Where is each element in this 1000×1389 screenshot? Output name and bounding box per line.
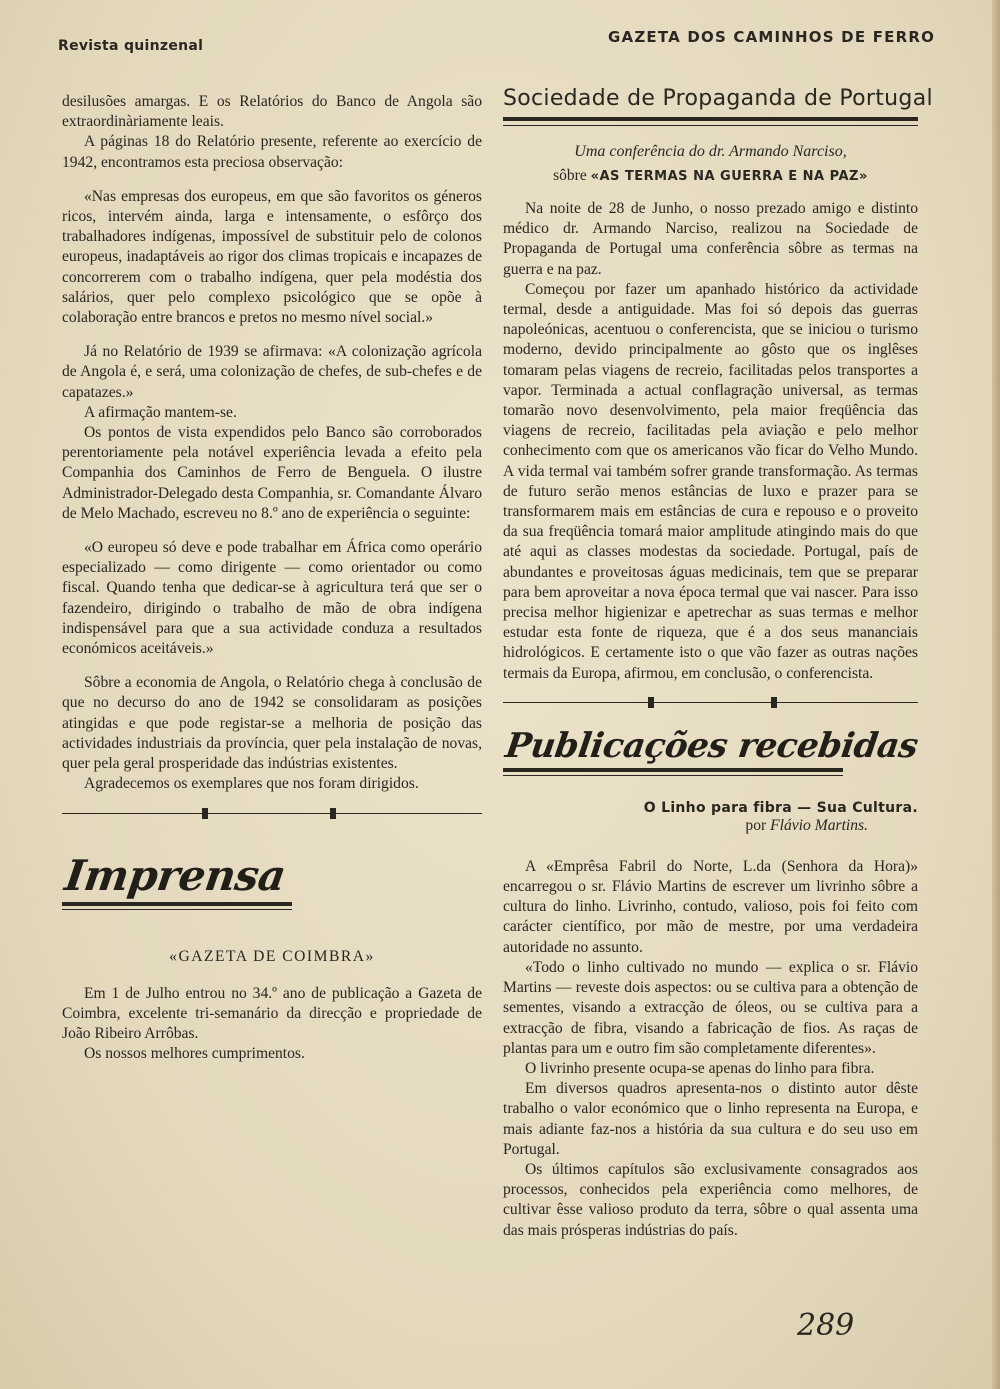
publicacoes-heading — [503, 725, 921, 786]
paragraph: «Todo o linho cultivado no mundo — explica o sr. Flávio Martins — reveste dois aspectos: ou se cultiva para a obtenção de sementes, visando a extracção de óleos, ou se cultiva para a extracção de fibra, visando a fabricação de fios. As raças de plantas para um e outro fim são completamente diferentes». — [503, 958, 918, 1057]
topic-title: «AS TERMAS NA GUERRA E NA PAZ» — [590, 169, 868, 184]
imprensa-title: Imprensa — [62, 850, 289, 900]
right-column — [503, 86, 933, 1241]
paragraph: Já no Relatório de 1939 se afirmava: «A colonização agrícola de Angola é, e será, uma colonização de chefes, de sub-chefes e de capatazes.» — [62, 343, 482, 401]
paragraph: Os últimos capítulos são exclusivamente consagrados aos processos, conhecidos pela experiência como melhores, de cultivar êsse valioso produto da terra, sôbre o qual assenta uma das mais prósperas indústrias do país. — [503, 1160, 918, 1239]
paragraph: Sôbre a economia de Angola, o Relatório chega à conclusão de que no decurso do ano de 1942 se consolidaram as posições atingidas e que pode registar-se a melhoria de posição das actividades industriais da província, quer pela instalação de novas, quer pela geral prosperidade das indústrias existentes. — [62, 674, 482, 773]
book-author — [503, 817, 868, 835]
page-number: 289 — [797, 1308, 855, 1343]
section-divider — [62, 805, 482, 823]
author-name: Flávio Martins. — [770, 816, 868, 834]
paragraph: Agradecemos os exemplares que nos foram dirigidos. — [84, 775, 419, 793]
header-left: Revista quinzenal — [58, 38, 204, 54]
paragraph: Na noite de 28 de Junho, o nosso prezado amigo e distinto médico dr. Armando Narciso, realizou na Sociedade de Propaganda de Portugal uma conferência sôbre as termas na guerra e na paz. — [503, 200, 918, 278]
imprensa-heading — [62, 851, 482, 920]
left-column — [62, 92, 482, 1064]
paragraph: O livrinho presente ocupa-se apenas do linho para fibra. — [525, 1059, 875, 1077]
section-divider — [503, 694, 918, 712]
header-right: GAZETA DOS CAMINHOS DE FERRO — [608, 28, 936, 46]
paragraph: Em 1 de Julho entrou no 34.º ano de publicação a Gazeta de Coimbra, excelente tri-semanário da direcção e propriedade de João Ribeiro Arrôbas. — [62, 984, 482, 1042]
book-title-text: O Linho para fibra — Sua Cultura. — [643, 799, 918, 816]
quote-paragraph: «Nas empresas dos europeus, em que são favoritos os géneros ricos, intervém ainda, larga e intensamente, o esfôrço dos trabalhadores indígenas, impossível de substituir pelo de colonos europeus, inadaptáveis ao rigor dos climas tropicais e incapazes de concorrerem com o trabalho indígena, quer pela modéstia dos salários, quer pelo complexo psicológico que se opõe à colaboração entre brancos e pretos no mesmo nível social.» — [62, 187, 482, 327]
sociedade-title: Sociedade de Propaganda de Portugal — [503, 86, 918, 121]
paragraph: A páginas 18 do Relatório presente, referente ao exercício de 1942, encontramos esta preciosa observação: — [62, 133, 482, 171]
quote-paragraph: «O europeu só deve e pode trabalhar em África como operário especializado — como dirigente — como orientador ou como fiscal. Quando tenha que dedicar-se à agricultura terá que ser o fazendeiro, dirigindo o trabalho de mão de obra indígena indispensável para que a sua actividade conduza a resultados económicos aceitáveis.» — [62, 539, 482, 658]
page-edge — [992, 0, 1000, 1389]
paragraph: A afirmação mantem-se. — [84, 403, 237, 421]
book-title — [503, 800, 918, 817]
topic-prefix: sôbre — [553, 167, 587, 184]
author-prefix: por — [745, 816, 767, 834]
paragraph: A «Emprêsa Fabril do Norte, L.da (Senhora da Hora)» encarregou o sr. Flávio Martins de escrever um livrinho sôbre a cultura do linho. Livrinho, contudo, valioso, pois foi feito com carácter científico, por mão de mestre, por uma verdadeira autoridade no assunto. — [503, 857, 918, 956]
paragraph: Em diversos quadros apresenta-nos o distinto autor dêste trabalho o valor económico que o linho representa na Europa, e mais adiante faz-nos a história da sua cultura e do seu uso em Portugal. — [503, 1080, 918, 1158]
imprensa-subheading: «GAZETA DE COIMBRA» — [169, 947, 375, 965]
paragraph: Os nossos melhores cumprimentos. — [84, 1045, 305, 1063]
paragraph: Começou por fazer um apanhado histórico da actividade termal, desde a antiguidade. Mas foi só depois das guerras napoleónicas, acentuou o conferencista, que se iniciou o turismo moderno, devido principalmente ao gôsto que os inglêses tomaram pelas viagens de recreio, facilitadas pelos transportes a vapor. Terminada a actual conflagração universal, as termas tomarão novo desenvolvimento, pela maior freqüência das viagens de recreio, facilitadas pela aviação e pelo melhor conhecimento com que os americanos vão ficar do Velho Mundo. A vida termal vai também sofrer grande transformação. As termas de futuro serão menos estâncias de luxo e prazer para se transformarem mais em estâncias de cura e repouso e o proveito da sua freqüência tomará maior amplitude atingindo mais do que até aqui as classes modestas da sociedade. Portugal, país de abundantes e proveitosas águas medicinais, tem que se preparar para bem aproveitar a nova época termal que vai nascer. Para isso precisa melhor higienizar e apetrechar as suas termas e melhor estudar esta fonte de riqueza, que é a dos seus mananciais hidrológicos. E certamente isto o que vão fazer as outras nações termais da Europa, afirmou, em conclusão, o conferencista. — [503, 280, 918, 682]
sociedade-subtitle: Uma conferência do dr. Armando Narciso, — [574, 143, 847, 160]
sociedade-topic — [503, 167, 918, 185]
paragraph: desilusões amargas. E os Relatórios do Banco de Angola são extraordinàriamente leais. — [62, 93, 482, 131]
publicacoes-title: Publicações recebidas — [503, 725, 921, 766]
paragraph: Os pontos de vista expendidos pelo Banco são corroborados perentoriamente pela notável experiência levada a efeito pela Companhia dos Caminhos de Ferro de Benguela. O ilustre Administrador-Delegado desta Companhia, sr. Comandante Álvaro de Melo Machado, escreveu no 8.º ano de experiência o seguinte: — [62, 424, 482, 522]
